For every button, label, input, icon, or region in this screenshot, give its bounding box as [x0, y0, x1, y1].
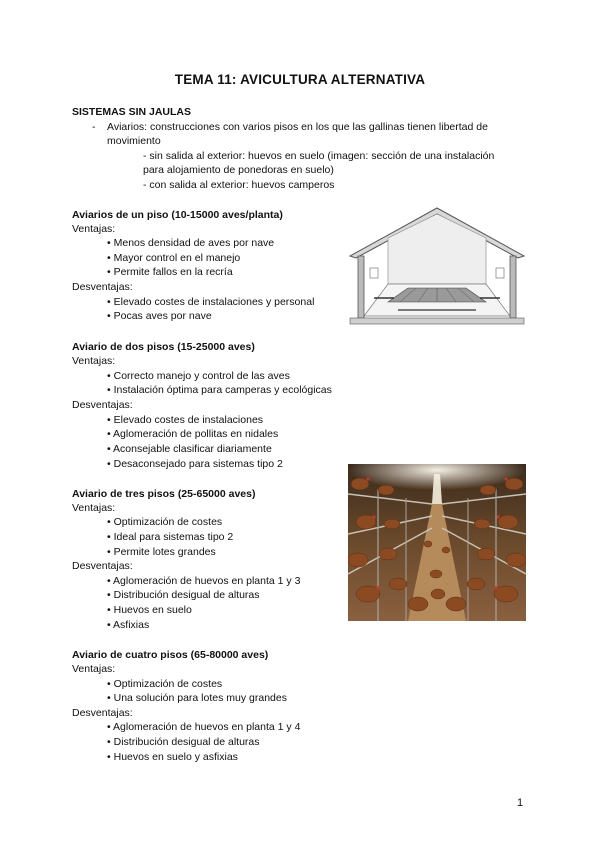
ventajas-label: Ventajas: — [72, 502, 116, 514]
list-item: • Huevos en suelo — [107, 604, 192, 616]
list-item: • Una solución para lotes muy grandes — [107, 692, 287, 704]
ventajas-label: Ventajas: — [72, 223, 116, 235]
hens-aviary-photo — [348, 464, 526, 621]
bullet: • — [107, 751, 111, 763]
list-item: • Huevos en suelo y asfixias — [107, 751, 238, 763]
bullet: • — [107, 458, 111, 470]
section-heading: Aviario de dos pisos (15-25000 aves) — [72, 341, 255, 353]
bullet: • — [107, 370, 111, 382]
bullet: • — [107, 384, 111, 396]
intro-line-2: movimiento — [107, 135, 161, 147]
intro-line-1: Aviarios: construcciones con varios pisos en los que las gallinas tienen libertad de — [107, 121, 488, 133]
section-heading: Aviario de cuatro pisos (65-80000 aves) — [72, 649, 269, 661]
bullet: • — [107, 443, 111, 455]
bullet: • — [107, 310, 111, 322]
bullet: • — [107, 678, 111, 690]
desventajas-label: Desventajas: — [72, 707, 133, 719]
list-item: • Elevado costes de instalaciones — [107, 414, 264, 426]
list-item: • Distribución desigual de alturas — [107, 589, 260, 601]
list-item: • Distribución desigual de alturas — [107, 736, 260, 748]
list-item: • Desaconsejado para sistemas tipo 2 — [107, 458, 283, 470]
intro-sub-1b: para alojamiento de ponedoras en suelo) — [143, 164, 334, 176]
list-item: • Aglomeración de huevos en planta 1 y 4 — [107, 721, 301, 733]
page-title: TEMA 11: AVICULTURA ALTERNATIVA — [174, 72, 426, 87]
bullet: • — [107, 266, 111, 278]
bullet: • — [107, 692, 111, 704]
desventajas-label: Desventajas: — [72, 399, 133, 411]
list-item: • Optimización de costes — [107, 516, 223, 528]
list-item: • Elevado costes de instalaciones y personal — [107, 296, 315, 308]
list-item: • Asfixias — [107, 619, 150, 631]
bullet: • — [107, 252, 111, 264]
bullet: • — [107, 414, 111, 426]
bullet: • — [107, 589, 111, 601]
list-item: • Correcto manejo y control de las aves — [107, 370, 290, 382]
list-item: • Aglomeración de huevos en planta 1 y 3 — [107, 575, 301, 587]
dash-marker: - — [92, 121, 96, 133]
list-item: • Menos densidad de aves por nave — [107, 237, 275, 249]
barn-section-diagram — [348, 206, 526, 330]
bullet: • — [107, 546, 111, 558]
intro-sub-1a: - sin salida al exterior: huevos en suelo (imagen: sección de una instalación — [143, 150, 495, 162]
bullet: • — [107, 575, 111, 587]
list-item: • Aconsejable clasificar diariamente — [107, 443, 272, 455]
ventajas-label: Ventajas: — [72, 355, 116, 367]
list-item: • Permite lotes grandes — [107, 546, 216, 558]
list-item: • Ideal para sistemas tipo 2 — [107, 531, 234, 543]
list-item: • Mayor control en el manejo — [107, 252, 241, 264]
ventajas-label: Ventajas: — [72, 663, 116, 675]
list-item: • Permite fallos en la recría — [107, 266, 233, 278]
section-heading: Aviario de tres pisos (25-65000 aves) — [72, 488, 256, 500]
bullet: • — [107, 736, 111, 748]
desventajas-label: Desventajas: — [72, 560, 133, 572]
page-number: 1 — [517, 797, 524, 809]
list-item: • Instalación óptima para camperas y ecológicas — [107, 384, 332, 396]
bullet: • — [107, 531, 111, 543]
list-item: • Optimización de costes — [107, 678, 223, 690]
section-heading: Aviarios de un piso (10-15000 aves/planta) — [72, 209, 283, 221]
bullet: • — [107, 237, 111, 249]
list-item: • Pocas aves por nave — [107, 310, 212, 322]
bullet: • — [107, 604, 111, 616]
bullet: • — [107, 428, 111, 440]
bullet: • — [107, 619, 111, 631]
intro-heading: SISTEMAS SIN JAULAS — [72, 106, 192, 118]
desventajas-label: Desventajas: — [72, 281, 133, 293]
bullet: • — [107, 516, 111, 528]
intro-sub-2: - con salida al exterior: huevos camperos — [143, 179, 335, 191]
bullet: • — [107, 296, 111, 308]
bullet: • — [107, 721, 111, 733]
list-item: • Aglomeración de pollitas en nidales — [107, 428, 279, 440]
